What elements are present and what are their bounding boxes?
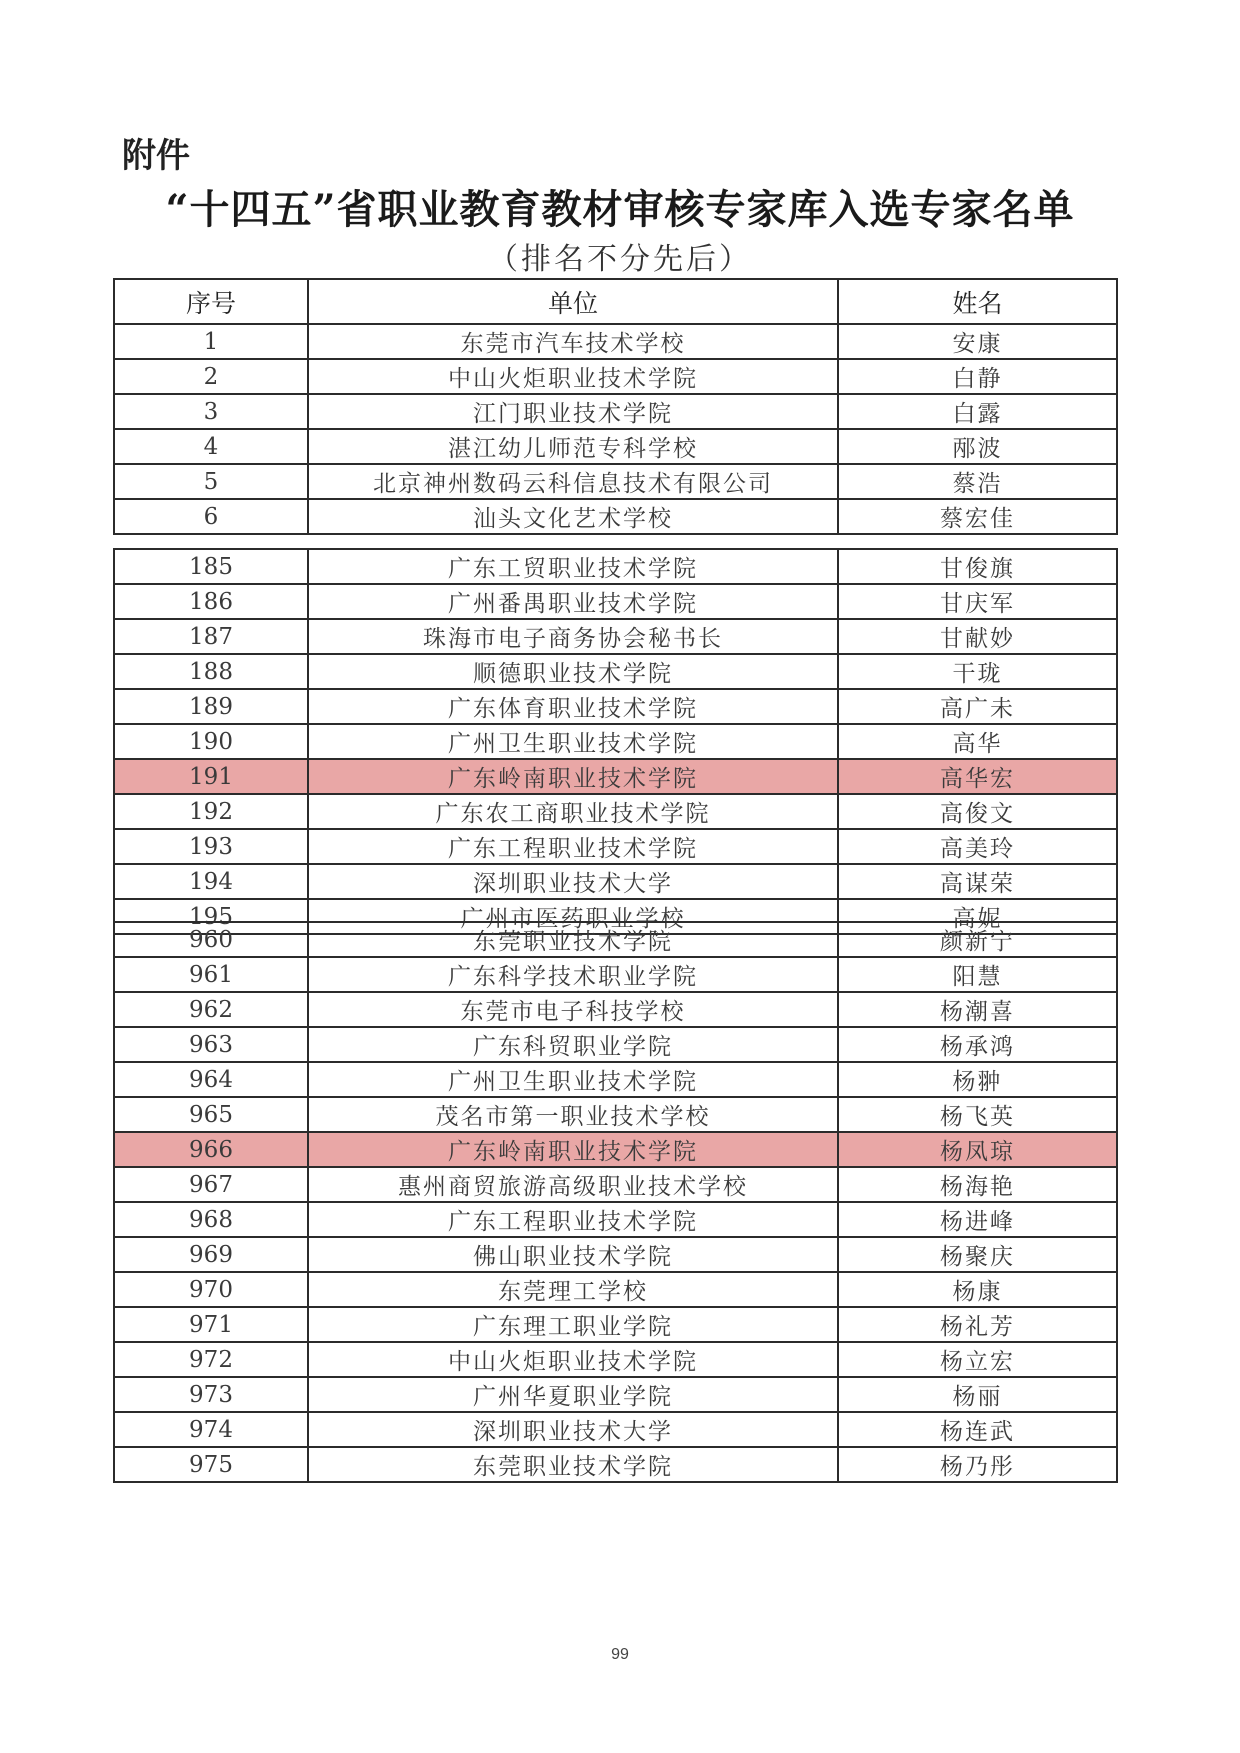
table-row	[114, 957, 1117, 992]
cell-unit: 东莞市电子科技学校	[308, 992, 838, 1027]
cell-unit: 东莞职业技术学院	[308, 922, 838, 957]
cell-serial-number: 190	[114, 724, 308, 759]
cell-serial-number: 2	[114, 359, 308, 394]
document-subtitle: （排名不分先后）	[488, 242, 752, 277]
cell-serial-number: 970	[114, 1272, 308, 1307]
cell-name: 杨潮喜	[838, 992, 1117, 1027]
table-row	[114, 829, 1117, 864]
cell-serial-number: 973	[114, 1377, 308, 1412]
segment-c-body	[114, 922, 1117, 1482]
table-row	[114, 1342, 1117, 1377]
cell-serial-number: 192	[114, 794, 308, 829]
cell-name: 高谋荣	[838, 864, 1117, 899]
cell-name: 杨连武	[838, 1412, 1117, 1447]
table-header-row	[114, 279, 1117, 324]
cell-name: 杨飞英	[838, 1097, 1117, 1132]
cell-name: 高广未	[838, 689, 1117, 724]
cell-name: 颜新宁	[838, 922, 1117, 957]
cell-serial-number: 193	[114, 829, 308, 864]
table-row	[114, 1412, 1117, 1447]
cell-serial-number: 968	[114, 1202, 308, 1237]
cell-serial-number: 186	[114, 584, 308, 619]
table-row	[114, 619, 1117, 654]
cell-name: 甘献妙	[838, 619, 1117, 654]
cell-serial-number: 963	[114, 1027, 308, 1062]
table-row	[114, 1097, 1117, 1132]
expert-table-segment-a	[113, 278, 1118, 535]
cell-unit: 佛山职业技术学院	[308, 1237, 838, 1272]
cell-unit: 顺德职业技术学院	[308, 654, 838, 689]
cell-serial-number: 6	[114, 499, 308, 534]
cell-name: 安康	[838, 324, 1117, 359]
cell-serial-number: 972	[114, 1342, 308, 1377]
cell-unit: 广州卫生职业技术学院	[308, 724, 838, 759]
cell-name: 高妮	[838, 899, 1117, 934]
cell-unit: 广东农工商职业技术学院	[308, 794, 838, 829]
cell-name: 白露	[838, 394, 1117, 429]
segment-b-body	[114, 549, 1117, 934]
table-row	[114, 584, 1117, 619]
cell-unit: 深圳职业技术大学	[308, 1412, 838, 1447]
cell-name: 阳慧	[838, 957, 1117, 992]
cell-unit: 东莞职业技术学院	[308, 1447, 838, 1482]
cell-unit: 江门职业技术学院	[308, 394, 838, 429]
cell-unit: 广东工贸职业技术学院	[308, 549, 838, 584]
table-row	[114, 1447, 1117, 1482]
cell-serial-number: 194	[114, 864, 308, 899]
table-row	[114, 864, 1117, 899]
cell-name: 甘俊旗	[838, 549, 1117, 584]
cell-serial-number: 964	[114, 1062, 308, 1097]
cell-name: 杨礼芳	[838, 1307, 1117, 1342]
cell-name: 杨翀	[838, 1062, 1117, 1097]
expert-table-segment-b	[113, 548, 1118, 935]
table-row	[114, 689, 1117, 724]
cell-serial-number: 195	[114, 899, 308, 934]
cell-name: 高华	[838, 724, 1117, 759]
cell-name: 杨聚庆	[838, 1237, 1117, 1272]
cell-serial-number: 960	[114, 922, 308, 957]
cell-serial-number: 969	[114, 1237, 308, 1272]
cell-serial-number: 189	[114, 689, 308, 724]
cell-unit: 广东工程职业技术学院	[308, 829, 838, 864]
cell-serial-number: 966	[114, 1132, 308, 1167]
table-row-highlighted	[114, 1132, 1117, 1167]
header-serial-number: 序号	[114, 279, 308, 324]
table-row	[114, 724, 1117, 759]
cell-unit: 汕头文化艺术学校	[308, 499, 838, 534]
cell-name: 杨凤琼	[838, 1132, 1117, 1167]
table-row	[114, 794, 1117, 829]
cell-serial-number: 4	[114, 429, 308, 464]
cell-serial-number: 185	[114, 549, 308, 584]
header-unit: 单位	[308, 279, 838, 324]
cell-serial-number: 965	[114, 1097, 308, 1132]
cell-name: 杨康	[838, 1272, 1117, 1307]
cell-serial-number: 3	[114, 394, 308, 429]
cell-serial-number: 961	[114, 957, 308, 992]
cell-unit: 北京神州数码云科信息技术有限公司	[308, 464, 838, 499]
cell-unit: 广州市医药职业学校	[308, 899, 838, 934]
cell-unit: 广东工程职业技术学院	[308, 1202, 838, 1237]
table-row	[114, 992, 1117, 1027]
expert-table-segment-c	[113, 921, 1118, 1483]
cell-name: 杨进峰	[838, 1202, 1117, 1237]
cell-unit: 深圳职业技术大学	[308, 864, 838, 899]
table-row	[114, 1027, 1117, 1062]
cell-unit: 广州番禺职业技术学院	[308, 584, 838, 619]
table-row	[114, 394, 1117, 429]
cell-name: 邴波	[838, 429, 1117, 464]
cell-unit: 广东科贸职业学院	[308, 1027, 838, 1062]
cell-serial-number: 962	[114, 992, 308, 1027]
table-row	[114, 324, 1117, 359]
attachment-label: 附件	[122, 136, 190, 176]
cell-name: 高美玲	[838, 829, 1117, 864]
cell-name: 甘庆军	[838, 584, 1117, 619]
cell-serial-number: 188	[114, 654, 308, 689]
cell-unit: 广州华夏职业学院	[308, 1377, 838, 1412]
cell-unit: 广东科学技术职业学院	[308, 957, 838, 992]
cell-serial-number: 191	[114, 759, 308, 794]
cell-name: 杨海艳	[838, 1167, 1117, 1202]
table-row	[114, 429, 1117, 464]
cell-serial-number: 1	[114, 324, 308, 359]
table-row	[114, 1377, 1117, 1412]
table-row	[114, 1272, 1117, 1307]
cell-unit: 东莞理工学校	[308, 1272, 838, 1307]
cell-unit: 广东体育职业技术学院	[308, 689, 838, 724]
cell-unit: 湛江幼儿师范专科学校	[308, 429, 838, 464]
cell-name: 高俊文	[838, 794, 1117, 829]
cell-serial-number: 971	[114, 1307, 308, 1342]
table-row	[114, 1167, 1117, 1202]
cell-name: 白静	[838, 359, 1117, 394]
cell-unit: 中山火炬职业技术学院	[308, 359, 838, 394]
cell-unit: 广东岭南职业技术学院	[308, 759, 838, 794]
cell-name: 蔡浩	[838, 464, 1117, 499]
cell-unit: 广州卫生职业技术学院	[308, 1062, 838, 1097]
cell-serial-number: 967	[114, 1167, 308, 1202]
cell-serial-number: 974	[114, 1412, 308, 1447]
cell-name: 杨丽	[838, 1377, 1117, 1412]
table-row	[114, 359, 1117, 394]
cell-name: 干珑	[838, 654, 1117, 689]
cell-name: 高华宏	[838, 759, 1117, 794]
page-number: 99	[611, 1646, 629, 1663]
table-row	[114, 499, 1117, 534]
table-row-highlighted	[114, 759, 1117, 794]
table-row	[114, 1237, 1117, 1272]
cell-name: 杨立宏	[838, 1342, 1117, 1377]
cell-unit: 广东理工职业学院	[308, 1307, 838, 1342]
cell-unit: 中山火炬职业技术学院	[308, 1342, 838, 1377]
table-row	[114, 464, 1117, 499]
table-row	[114, 922, 1117, 957]
cell-name: 杨乃彤	[838, 1447, 1117, 1482]
table-row	[114, 1062, 1117, 1097]
cell-unit: 茂名市第一职业技术学校	[308, 1097, 838, 1132]
cell-serial-number: 187	[114, 619, 308, 654]
cell-serial-number: 5	[114, 464, 308, 499]
cell-unit: 东莞市汽车技术学校	[308, 324, 838, 359]
table-row	[114, 1202, 1117, 1237]
cell-name: 蔡宏佳	[838, 499, 1117, 534]
cell-name: 杨承鸿	[838, 1027, 1117, 1062]
cell-unit: 珠海市电子商务协会秘书长	[308, 619, 838, 654]
cell-unit: 惠州商贸旅游高级职业技术学校	[308, 1167, 838, 1202]
segment-a-body	[114, 324, 1117, 534]
table-row	[114, 549, 1117, 584]
document-title: “十四五”省职业教育教材审核专家库入选专家名单	[165, 186, 1075, 233]
cell-serial-number: 975	[114, 1447, 308, 1482]
header-name: 姓名	[838, 279, 1117, 324]
table-row	[114, 654, 1117, 689]
table-row	[114, 1307, 1117, 1342]
cell-unit: 广东岭南职业技术学院	[308, 1132, 838, 1167]
